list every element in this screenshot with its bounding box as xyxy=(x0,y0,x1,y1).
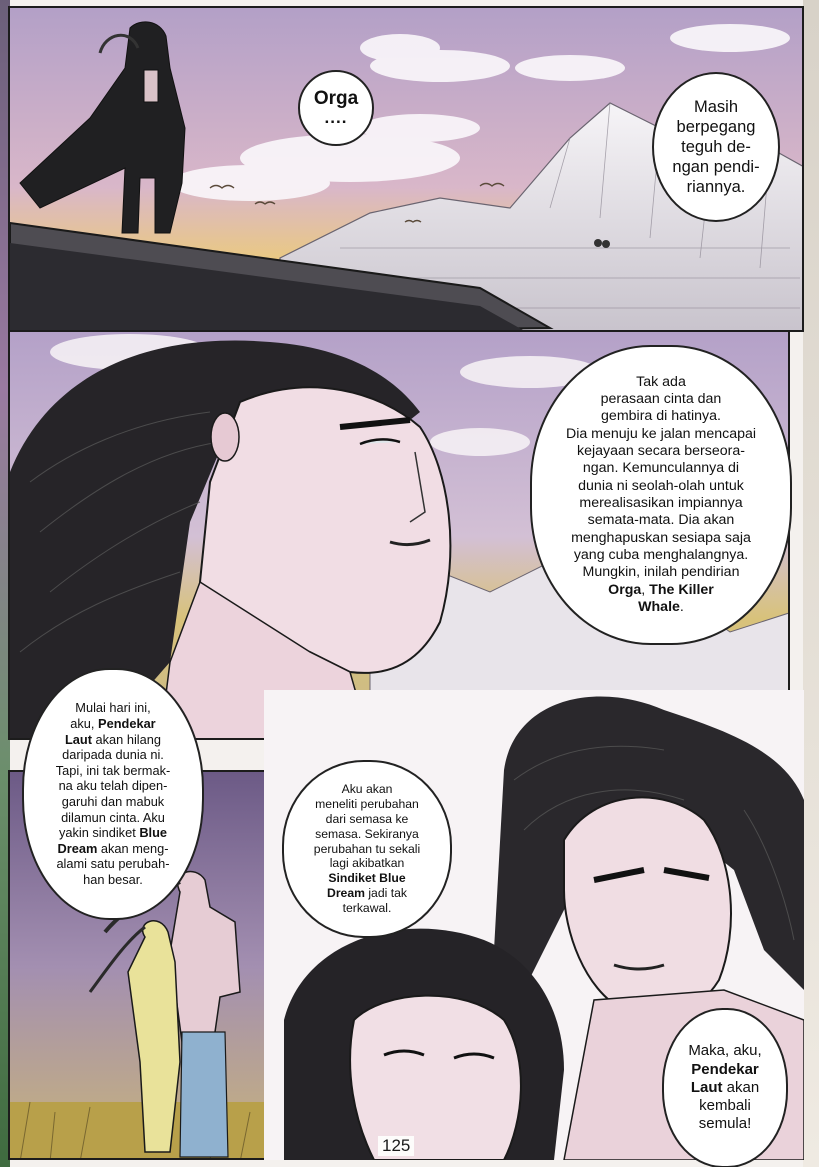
bubble-mulai-p2: akan hilang daripada dunia ni. Tapi, ini tak bermak- na aku telah dipen- garuhi dan mabuk dilamun cinta. Aku yakin sindiket xyxy=(55,731,171,841)
bubble-mulai-p3: akan meng- alami satu perubah- han besar. xyxy=(56,840,170,888)
bubble-maka-text xyxy=(688,1042,761,1133)
bubble-mulai xyxy=(22,668,204,920)
bubble-aku-akan xyxy=(282,760,452,938)
bubble-masih-text: Masih berpegang teguh de- ngan pendi- riannya. xyxy=(672,97,760,197)
bubble-aku-akan-p2: jadi tak terkawal. xyxy=(342,886,407,916)
bubble-aku-akan-text xyxy=(314,782,420,916)
bubble-mulai-b1: Pendekar Laut xyxy=(64,715,156,747)
bubble-maka-b1: Pendekar Laut xyxy=(690,1060,759,1096)
bubble-tak-ada-bold1: Orga xyxy=(608,581,642,598)
bubble-orga-name: Orga xyxy=(313,88,359,109)
bubble-aku-akan-b1: Sindiket Blue Dream xyxy=(327,871,406,901)
woman-face xyxy=(350,996,521,1160)
bubble-tak-ada-line1: Tak ada perasaan cinta dan gembira di hatinya. Dia menuju ke jalan mencapai kejayaan secara berseora- ngan. Kemunculannya di dunia ni seolah-olah untuk merealisasikan impiannya semata-mata. Dia akan menghapuskan sesiapa saja yang cuba menghalangnya. Mungkin, inilah pendirian xyxy=(565,373,757,581)
bubble-maka-p1: Maka, aku, xyxy=(688,1042,762,1060)
bubble-masih xyxy=(652,72,780,222)
page-number: 125 xyxy=(378,1136,414,1156)
bubble-mulai-b2: Blue Dream xyxy=(57,825,168,856)
bubble-tak-ada-bold2: The Killer Whale xyxy=(638,581,714,615)
bubble-maka-p2: akan kembali semula! xyxy=(698,1078,760,1133)
bubble-orga-dots: .... xyxy=(324,108,348,127)
bubble-tak-ada xyxy=(530,345,792,645)
bubble-aku-akan-p1: Aku akan meneliti perubahan dari semasa ke semasa. Sekiranya perubahan tu sekali lagi akibatkan xyxy=(313,782,421,871)
bubble-maka xyxy=(662,1008,788,1167)
distant-figures xyxy=(594,239,602,247)
bubble-tak-ada-text xyxy=(566,374,756,616)
bubble-orga xyxy=(298,70,374,146)
page-edge-right xyxy=(803,0,819,1167)
bubble-mulai-text xyxy=(56,700,171,887)
bubble-tak-ada-end: . xyxy=(679,598,684,615)
bubble-mulai-p1: Mulai hari ini, aku, xyxy=(70,700,151,731)
bubble-tak-ada-sep: , xyxy=(641,581,650,598)
